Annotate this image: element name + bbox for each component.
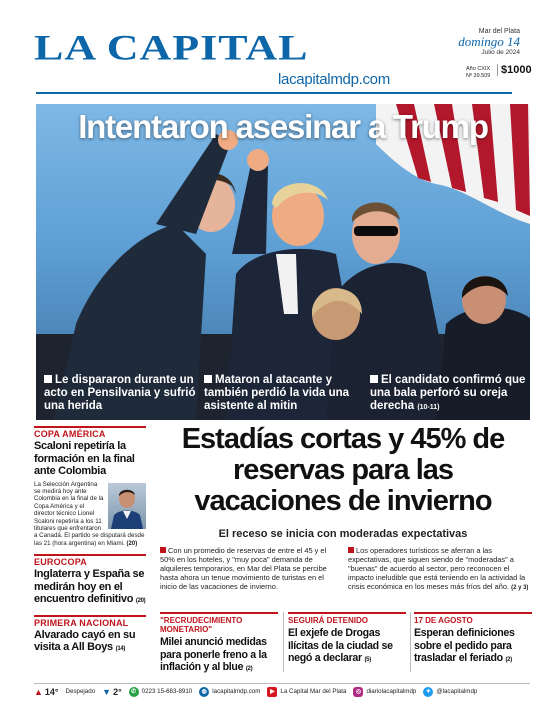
twitter-icon: ✦	[423, 687, 433, 697]
teaser-label: 17 DE AGOSTO	[414, 612, 532, 625]
masthead	[0, 0, 548, 100]
whatsapp-contact[interactable]: ✆ 0223 15-683-8910	[129, 687, 193, 697]
player-photo	[108, 483, 146, 529]
bullet-square-icon	[160, 547, 166, 553]
hero-illustration	[36, 104, 530, 420]
footer-bar	[34, 683, 530, 699]
teaser-label: SEGUIRÁ DETENIDO	[288, 612, 406, 625]
hero-caption-1[interactable]: Le dispararon durante un acto en Pensilvania y sufrió una herida	[44, 374, 196, 412]
teaser-milei[interactable]	[160, 612, 278, 676]
story-headline[interactable]: Alvarado cayó en su visita a All Boys (14)	[34, 628, 136, 654]
weather-status: Despejado	[65, 688, 96, 695]
hero-headline[interactable]: Intentaron asesinar a Trump	[78, 108, 488, 145]
bullet-square-icon	[370, 375, 378, 383]
bullet-square-icon	[348, 547, 354, 553]
teaser-label: "RECRUDECIMIENTO MONETARIO"	[160, 612, 278, 634]
story-copa-america[interactable]	[34, 426, 146, 548]
instagram-link[interactable]: ◎ diariolacapitalmdp	[353, 687, 416, 697]
story-headline[interactable]: Scaloni repetiría la formación en la final ante Colombia	[34, 440, 135, 477]
main-column-1: Con un promedio de reservas de entre el 45 y el 50% en los hoteles, y "muy poca" demanda de alquileres temporarios, en Mar del Plata se percibe hasta ahora un tenue movimiento de turistas en el inicio de las vacaciones de invierno.	[160, 546, 327, 591]
date-month: Julio de 2024	[481, 49, 520, 56]
masthead-rule	[36, 92, 512, 94]
issue-number: Año CXIX Nº 39.509	[466, 66, 491, 79]
youtube-link[interactable]: ▶ La Capital Mar del Plata	[267, 687, 346, 697]
section-label: COPA AMÉRICA	[34, 426, 146, 439]
bullet-square-icon	[204, 375, 212, 383]
weather-max: ▲ 14°	[34, 686, 59, 697]
teaser-divider	[283, 612, 284, 672]
teaser-headline[interactable]: Esperan definiciones sobre el pedido para trasladar el feriado (2)	[414, 627, 515, 664]
twitter-link[interactable]: ✦ @lacapitalmdp	[423, 687, 477, 697]
story-body: La Selección Argentina se medirá hoy ante Colombia en la final de la Copa América y el director técnico Lionel Scaloni repetiría a los 11 titulares que enfrentaron a Canadá. El partido se disputará desde las 21 (hora argentina) en Miami. (20)	[34, 480, 145, 547]
story-primera-nacional[interactable]	[34, 615, 146, 656]
teaser-feriado[interactable]	[414, 612, 532, 667]
teaser-drogas[interactable]	[288, 612, 406, 667]
weather-min: ▼ 2°	[102, 686, 122, 697]
website-url[interactable]: lacapitalmdp.com	[278, 71, 390, 88]
story-headline[interactable]: Inglaterra y España se medirán hoy en el encuentro definitivo (20)	[34, 568, 146, 606]
globe-icon: ◍	[199, 687, 209, 697]
whatsapp-icon: ✆	[129, 687, 139, 697]
triangle-up-icon: ▲	[34, 686, 43, 697]
main-subheadline: El receso se inicia con moderadas expectativas	[218, 528, 468, 540]
web-link[interactable]: ◍ lacapitalmdp.com	[199, 687, 260, 697]
story-eurocopa[interactable]	[34, 554, 146, 608]
youtube-icon: ▶	[267, 687, 277, 697]
date-day: domingo 14	[458, 34, 520, 49]
triangle-down-icon: ▼	[102, 686, 112, 697]
hero-caption-3[interactable]: El candidato confirmó que una bala perforó su oreja derecha (10-11)	[370, 374, 526, 412]
date-city: Mar del Plata	[478, 28, 520, 35]
main-column-2: Los operadores turísticos se aferran a las expectativas, que siguen siendo de "moderadas" a "buenas" de acuerdo al sector, pero reconocen el impacto ineludible que está teniendo en la actividad la crisis económica en los meses más fríos del año. (2 y 3)	[348, 546, 529, 591]
date-block	[430, 28, 520, 56]
hero-photo[interactable]	[36, 104, 530, 420]
price: $1000	[497, 64, 532, 76]
section-label: EUROCOPA	[34, 554, 146, 567]
left-sidebar	[34, 426, 146, 656]
instagram-icon: ◎	[353, 687, 363, 697]
main-headline[interactable]: Estadías cortas y 45% de reservas para las vacaciones de invierno	[181, 423, 505, 517]
hero-caption-2[interactable]: Mataron al atacante y también perdió la vida una asistente al mitin	[204, 374, 350, 412]
section-label: PRIMERA NACIONAL	[34, 615, 146, 628]
teaser-divider	[410, 612, 411, 672]
newspaper-logo[interactable]: LA CAPITAL	[34, 27, 309, 68]
bullet-square-icon	[44, 375, 52, 383]
teaser-headline[interactable]: El exjefe de Drogas Ilícitas de la ciudad se negó a declarar (5)	[288, 627, 393, 664]
teaser-headline[interactable]: Milei anunció medidas para ponerle freno a la inflación y al blue (2)	[160, 636, 267, 673]
